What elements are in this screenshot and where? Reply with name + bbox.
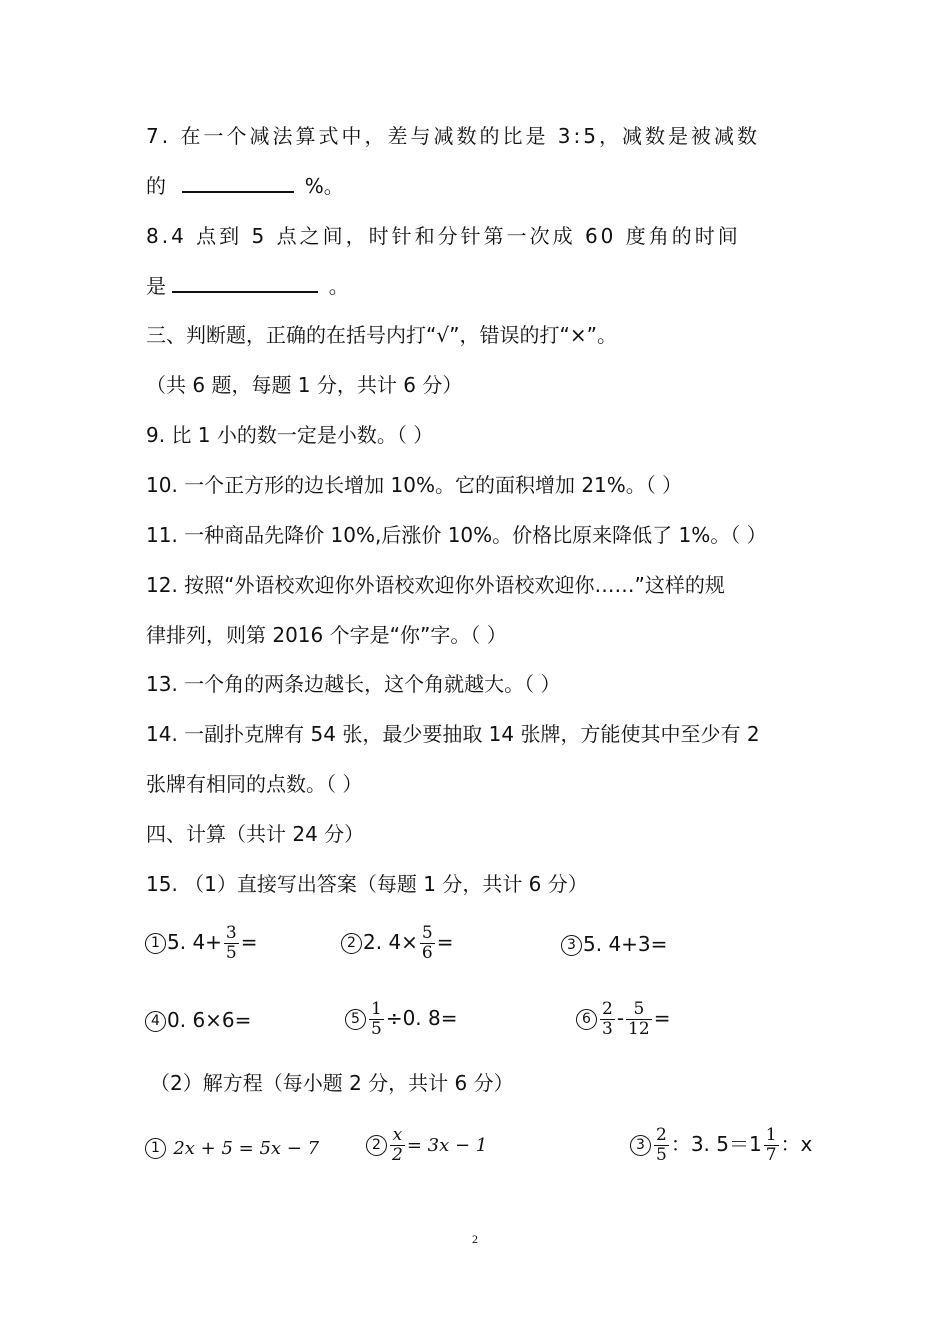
circled-number: 4: [145, 1011, 166, 1032]
calc-item-4: [145, 1008, 251, 1032]
circled-number: 2: [341, 933, 362, 954]
circled-number: 1: [145, 933, 166, 954]
calc-text: =: [436, 930, 454, 954]
page-number: 2: [472, 1232, 478, 1246]
q8-line1: 8.4 点到 5 点之间，时针和分针第一次成 60 度角的时间: [146, 224, 741, 248]
question-10: 10. 一个正方形的边长增加 10%。它的面积增加 21%。（ ）: [146, 473, 683, 497]
fraction: [600, 1000, 615, 1039]
denominator: 7: [765, 1145, 777, 1165]
question-11: 11. 一种商品先降价 10%,后涨价 10%。价格比原来降低了 1%。（ ）: [146, 523, 767, 547]
section-4-title: 四、计算（共计 24 分）: [146, 822, 365, 846]
equation-text: = 3x − 1: [406, 1135, 488, 1156]
calc-item-5: [345, 1000, 458, 1039]
question-15-part1: 15. （1）直接写出答案（每题 1 分，共计 6 分）: [146, 872, 588, 896]
numerator: 2: [602, 999, 613, 1019]
equation-1: [145, 1135, 319, 1159]
fraction: [369, 1000, 384, 1039]
question-14-line1: 14. 一副扑克牌有 54 张，最少要抽取 14 张牌，方能使其中至少有 2: [146, 722, 760, 746]
equation-3: [630, 1126, 812, 1165]
denominator: 3: [602, 1019, 613, 1039]
denominator: 12: [628, 1019, 650, 1039]
q7-line2: [146, 173, 344, 199]
numerator: 3: [225, 923, 237, 943]
numerator: 5: [626, 1000, 652, 1020]
question-15-part2: （2）解方程（每小题 2 分，共计 6 分）: [150, 1071, 514, 1095]
equation-text: ：x: [780, 1132, 813, 1156]
section-3-note: （共 6 题，每题 1 分，共计 6 分）: [146, 373, 463, 397]
question-12-line1: 12. 按照“外语校欢迎你外语校欢迎你外语校欢迎你……”这样的规: [146, 573, 725, 597]
equation-text: ：3. 5＝1: [670, 1132, 762, 1156]
answer-blank[interactable]: [172, 273, 318, 293]
fraction: [224, 924, 239, 963]
calc-text: =: [240, 930, 258, 954]
calc-text: ÷0. 8=: [385, 1006, 458, 1030]
denominator: 2: [392, 1145, 403, 1165]
denominator: 5: [225, 943, 237, 963]
calc-text: 2. 4×: [363, 930, 418, 954]
fraction: [654, 1126, 669, 1165]
equation-2: [366, 1126, 487, 1165]
calc-text: 5. 4+3=: [583, 932, 668, 956]
equation-text: 2x + 5 = 5x − 7: [173, 1138, 320, 1159]
numerator: 1: [765, 1125, 777, 1145]
numerator: 5: [421, 923, 433, 943]
question-12-line2: 律排列，则第 2016 个字是“你”字。（ ）: [146, 623, 507, 647]
q8-line2: [146, 273, 349, 299]
section-3-title: 三、判断题，正确的在括号内打“√”，错误的打“×”。: [146, 323, 617, 347]
answer-blank[interactable]: [182, 173, 294, 193]
calc-text: 0. 6×6=: [167, 1008, 252, 1032]
fraction: [420, 924, 435, 963]
calc-item-6: [576, 1000, 670, 1039]
circled-number: 5: [345, 1009, 366, 1030]
q7-prefix: 的: [146, 174, 166, 198]
calc-item-3: [561, 932, 667, 956]
fraction: [390, 1126, 405, 1165]
question-14-line2: 张牌有相同的点数。（ ）: [146, 772, 363, 796]
circled-number: 6: [576, 1009, 597, 1030]
fraction: [626, 1000, 652, 1039]
q8-prefix: 是: [146, 274, 166, 298]
denominator: 5: [656, 1145, 667, 1165]
fraction: [764, 1126, 779, 1165]
denominator: 5: [371, 1019, 382, 1039]
calc-text: -: [616, 1006, 625, 1030]
circled-number: 3: [561, 935, 582, 956]
numerator: 1: [371, 999, 382, 1019]
circled-number: 1: [145, 1138, 166, 1159]
q7-suffix: %。: [304, 174, 344, 198]
calc-text: 5. 4+: [167, 930, 222, 954]
calc-item-2: [341, 924, 454, 963]
circled-number: 2: [366, 1135, 387, 1156]
calc-item-1: [145, 924, 258, 963]
calc-text: =: [653, 1006, 671, 1030]
numerator: 2: [656, 1125, 667, 1145]
numerator: x: [390, 1126, 405, 1146]
question-13: 13. 一个角的两条边越长，这个角就越大。（ ）: [146, 672, 561, 696]
q8-suffix: 。: [328, 274, 349, 298]
circled-number: 3: [630, 1135, 651, 1156]
q7-line1: 7. 在一个减法算式中，差与减数的比是 3:5，减数是被减数: [146, 124, 760, 148]
question-9: 9. 比 1 小的数一定是小数。（ ）: [146, 423, 434, 447]
denominator: 6: [421, 943, 433, 963]
